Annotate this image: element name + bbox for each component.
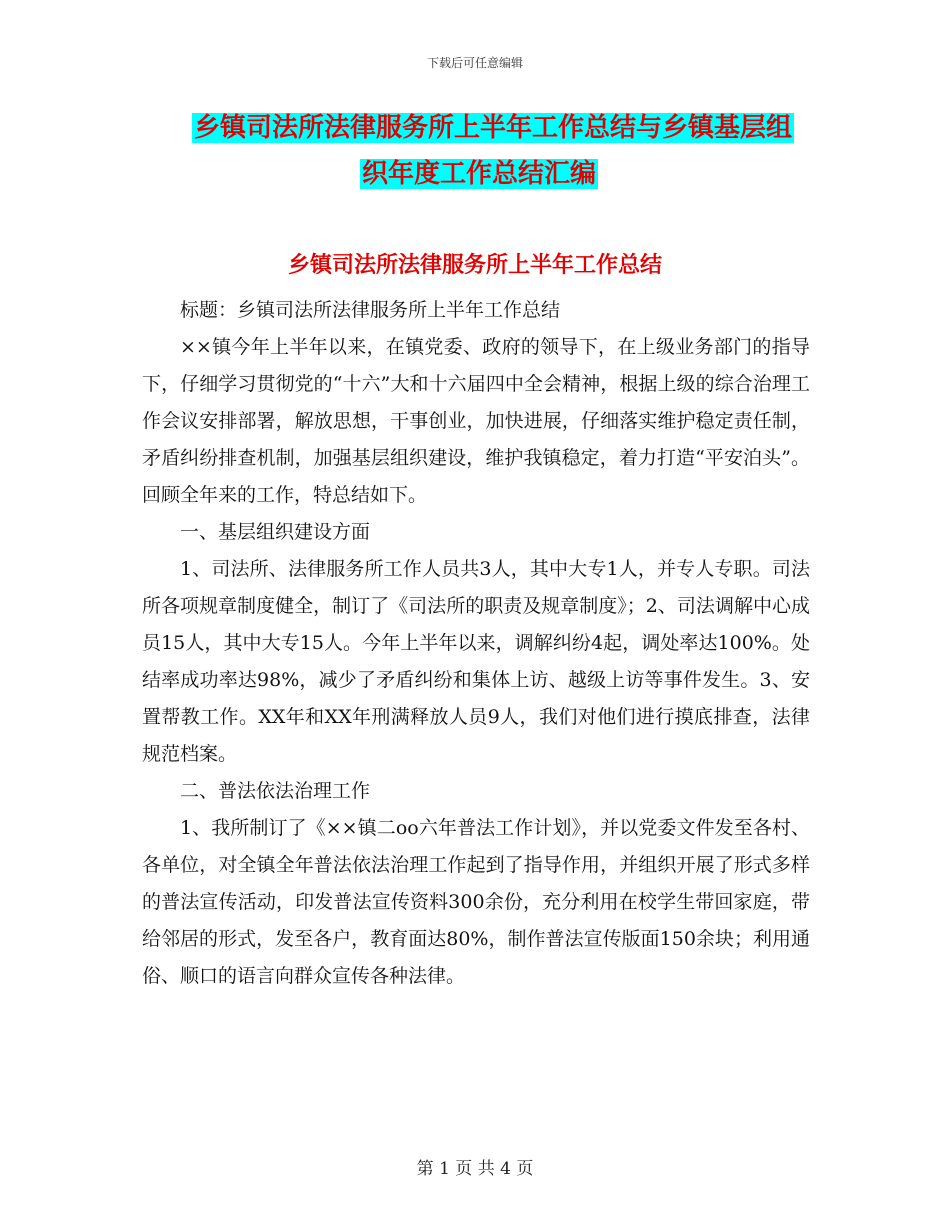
paragraph-heading-label: 标题：乡镇司法所法律服务所上半年工作总结 (180, 299, 561, 321)
document-title (140, 110, 810, 202)
document-body (142, 292, 810, 995)
title-line-2 (140, 156, 810, 192)
header-note: 下载后可任意编辑 (426, 56, 523, 70)
paragraph-section-2: 1、我所制订了《××镇二oo六年普法工作计划》，并以党委文件发至各村、各单位，对全镇全年普法依法治理工作起到了指导作用，并组织开展了形式多样的普法宣传活动，印发普法宣传资料300余份，充分利用在校学生带回家庭，带给邻居的形式，发至各户，教育面达80%，制作普法宣传版面150余块；利用通俗、顺口的语言向群众宣传各种法律。 (142, 817, 810, 987)
section-heading-1: 一、基层组织建设方面 (180, 521, 371, 543)
page-footer: 第 1 页 共 4 页 (416, 1159, 534, 1179)
paragraph-section-1: 1、司法所、法律服务所工作人员共3人，其中大专1人，并专人专职。司法所各项规章制度健全，制订了《司法所的职责及规章制度》；2、司法调解中心成员15人，其中大专15人。今年上半年以来，调解纠纷4起，调处率达100%。处结率成功率达98%，减少了矛盾纠纷和集体上访、越级上访等事件发生。3、安置帮教工作。XX年和XX年刑满释放人员9人，我们对他们进行摸底排查，法律规范档案。 (142, 558, 810, 765)
section-heading-2: 二、普法依法治理工作 (180, 780, 371, 802)
title-line-1-text: 乡镇司法所法律服务所上半年工作总结与乡镇基层组 (194, 113, 793, 143)
paragraph-intro: ××镇今年上半年以来，在镇党委、政府的领导下，在上级业务部门的指导下，仔细学习贯彻党的“十六”大和十六届四中全会精神，根据上级的综合治理工作会议安排部署，解放思想，干事创业，加快进展，仔细落实维护稳定责任制，矛盾纠纷排查机制，加强基层组织建设，维护我镇稳定，着力打造“平安泊头”。回顾全年来的工作，特总结如下。 (142, 336, 810, 506)
title-line-2-text: 织年度工作总结汇编 (362, 159, 597, 189)
section-title: 乡镇司法所法律服务所上半年工作总结 (287, 253, 662, 278)
title-line-1 (140, 110, 810, 146)
